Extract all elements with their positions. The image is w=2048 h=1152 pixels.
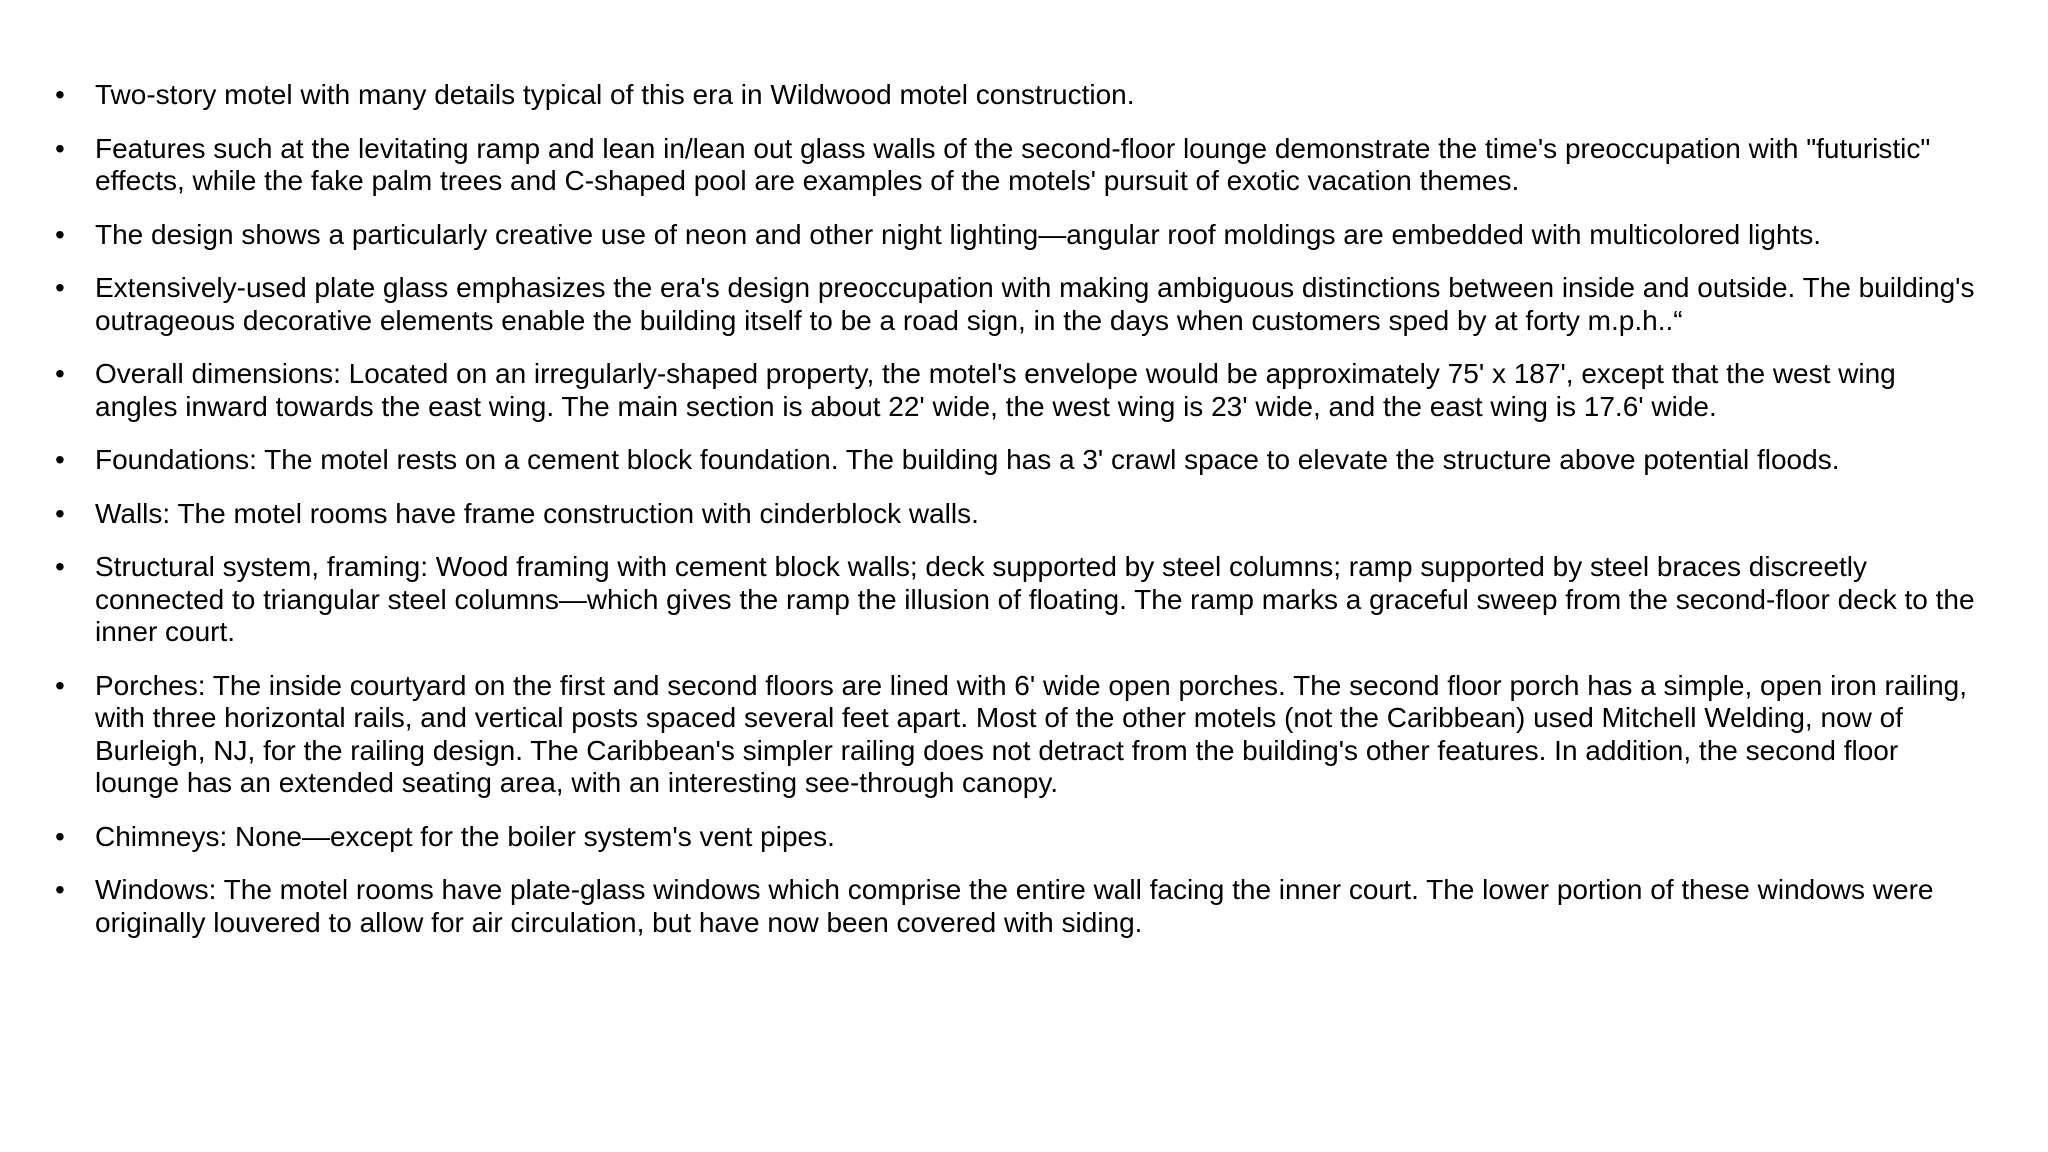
bullet-text: Foundations: The motel rests on a cement block foundation. The building has a 3' crawl space to elevate the structure above potential floods. [95, 444, 1840, 475]
bullet-list [55, 79, 1975, 960]
bullet-text: Windows: The motel rooms have plate-glass windows which comprise the entire wall facing the inner court. The lower portion of these windows were originally louvered to allow for air circulation, but have now been covered with siding. [95, 874, 1934, 938]
bullet-item-foundations [55, 444, 1975, 477]
bullet-icon: • [55, 132, 65, 164]
bullet-text: Chimneys: None—except for the boiler system's vent pipes. [95, 820, 835, 852]
bullet-text: Extensively-used plate glass emphasizes the era's design preoccupation with making ambiguous distinctions between inside and outside. The building's outrageous decorative elements enable the building itself to be a road sign, in the days when customers sped by at forty m.p.h..“ [95, 272, 1975, 336]
bullet-icon: • [55, 358, 65, 389]
bullet-icon: • [55, 669, 65, 701]
bullet-item-structural-system [55, 551, 1975, 649]
bullet-text: Walls: The motel rooms have frame construction with cinderblock walls. [95, 497, 979, 529]
bullet-icon: • [55, 497, 65, 529]
bullet-item-walls [55, 498, 1975, 531]
bullet-item-neon-lighting [55, 219, 1975, 252]
bullet-icon: • [55, 444, 65, 475]
bullet-icon: • [55, 272, 65, 303]
bullet-item-plate-glass [55, 272, 1975, 337]
bullet-item-porches [55, 670, 1975, 800]
bullet-icon: • [55, 551, 65, 582]
bullet-item-futuristic-features [55, 133, 1975, 198]
bullet-text: Two-story motel with many details typical of this era in Wildwood motel construction. [95, 79, 1135, 110]
bullet-text: Overall dimensions: Located on an irregularly-shaped property, the motel's envelope would be approximately 75' x 187', except that the west wing angles inward towards the east wing. The main section is about 22' wide, the west wing is 23' wide, and the east wing is 17.6' wide. [95, 358, 1896, 422]
bullet-icon: • [55, 874, 65, 905]
bullet-icon: • [55, 79, 65, 110]
bullet-item-windows [55, 874, 1975, 939]
bullet-text: Features such at the levitating ramp and lean in/lean out glass walls of the second-floor lounge demonstrate the time's preoccupation with "futuristic" effects, while the fake palm trees and C-shaped pool are examples of the motels' pursuit of exotic vacation themes. [95, 132, 1931, 196]
bullet-item-chimneys [55, 821, 1975, 854]
bullet-text: Porches: The inside courtyard on the first and second floors are lined with 6' wide open porches. The second floor porch has a simple, open iron railing, with three horizontal rails, and vertical posts spaced several feet apart. Most of the other motels (not the Caribbean) used Mitchell Welding, now of Burleigh, NJ, for the railing design. The Caribbean's simpler railing does not detract from the building's other features. In addition, the second floor lounge has an extended seating area, with an interesting see-through canopy. [95, 669, 1968, 798]
bullet-item-era-details [55, 79, 1975, 112]
bullet-text: The design shows a particularly creative use of neon and other night lighting—angular roof moldings are embedded with multicolored lights. [95, 218, 1822, 250]
bullet-icon: • [55, 218, 65, 250]
bullet-text: Structural system, framing: Wood framing with cement block walls; deck supported by steel columns; ramp supported by steel braces discreetly connected to triangular steel columns—which gives the ramp the illusion of floating. The ramp marks a graceful sweep from the second-floor deck to the inner court. [95, 551, 1975, 647]
bullet-icon: • [55, 820, 65, 852]
bullet-item-overall-dimensions [55, 358, 1975, 423]
